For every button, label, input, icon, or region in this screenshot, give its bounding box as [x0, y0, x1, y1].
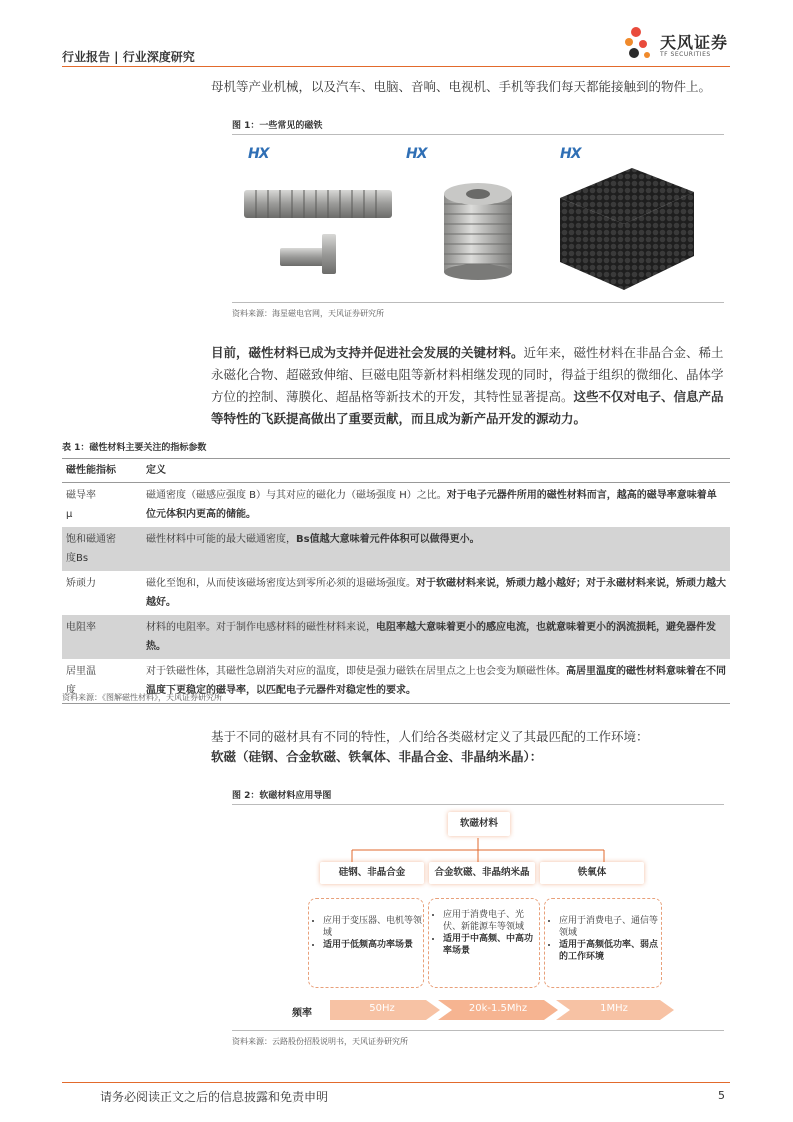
- table-row: [62, 615, 730, 659]
- param-name: 饱和磁通密 度Bs: [62, 527, 142, 571]
- brand-mark: HX: [248, 146, 269, 162]
- figure2-source: 资料来源：云路股份招股说明书，天风证券研究所: [232, 1037, 408, 1046]
- figure1-top-rule: [232, 134, 724, 135]
- table-row: [62, 527, 730, 571]
- table-row: [62, 483, 730, 528]
- definition-text: 磁化至饱和，从而使该磁场密度达到零所必须的退磁场强度。: [146, 578, 416, 589]
- detail-item-bold: • 适用于中高频、中高功率场景: [443, 933, 539, 957]
- detail-item: • 应用于消费电子、光伏、新能源车等领域: [443, 909, 539, 933]
- flow-branch-node: 合金软磁、非晶纳米晶: [429, 862, 535, 884]
- definition-emphasis: 电阻率越大意味着更小的感应电流，也就意味着更小的涡流损耗，避免器件发热。: [146, 622, 716, 652]
- footer-disclaimer: 请务必阅读正文之后的信息披露和免责申明: [100, 1090, 329, 1104]
- branch-detail-box: [428, 898, 540, 988]
- branch-detail-box: [544, 898, 662, 988]
- param-name: 电阻率: [62, 615, 142, 659]
- table1-caption: 表 1：磁性材料主要关注的指标参数: [62, 443, 207, 453]
- brand-mark: HX: [406, 146, 427, 162]
- magnets-illustration: [232, 138, 724, 300]
- param-definition: [142, 659, 730, 704]
- header-rule: [62, 66, 730, 67]
- freq-value: 50Hz: [369, 1003, 395, 1014]
- flow-branch-node: 硅钢、非晶合金: [320, 862, 424, 884]
- flow-root-node: 软磁材料: [448, 812, 510, 836]
- detail-item-bold: • 适用于高频低功率、弱点的工作环境: [559, 939, 661, 963]
- param-definition: [142, 527, 730, 571]
- freq-value: 1MHz: [600, 1003, 628, 1014]
- table-header-cell: 磁性能指标: [62, 459, 142, 483]
- flow-branch-node: 铁氧体: [540, 862, 644, 884]
- logo-text: 天风证券: [660, 33, 729, 52]
- definition-emphasis: Bs值越大意味着元件体积可以做得更小。: [296, 534, 480, 545]
- definition-text: 磁性材料中可能的最大磁通密度，: [146, 534, 296, 545]
- table-row: [62, 571, 730, 615]
- definition-emphasis: 对于电子元器件所用的磁性材料而言，越高的磁导率意味着单位元体积内更高的储能。: [146, 490, 717, 520]
- freq-value: 20k-1.5Mhz: [468, 1003, 528, 1014]
- param-name: 磁导率 μ: [66, 490, 96, 520]
- paragraph-bold-lead: 目前，磁性材料已成为支持并促进社会发展的关键材料。: [211, 345, 524, 360]
- after-table-line2: 软磁（硅钢、合金软磁、铁氧体、非晶合金、非晶纳米晶）：: [211, 749, 543, 764]
- footer-rule: [62, 1082, 730, 1083]
- logo-subtext: TF SECURITIES: [660, 51, 711, 58]
- definition-text: 磁通密度（磁感应强度 B）与其对应的磁化力（磁场强度 H）之比。: [146, 490, 447, 501]
- figure1-source: 资料来源：海星磁电官网，天风证券研究所: [232, 309, 384, 318]
- tf-logo-icon: [624, 26, 656, 62]
- figure1-caption: 图 1：一些常见的磁铁: [232, 121, 323, 131]
- detail-item-bold: • 适用于低频高功率场景: [323, 939, 423, 951]
- param-definition: [142, 615, 730, 659]
- brand-mark: HX: [560, 146, 581, 162]
- table1-source: 资料来源：《图解磁性材料》，天风证券研究所: [62, 693, 222, 702]
- after-table-line1: 基于不同的磁材具有不同的特性，人们给各类磁材定义了其最匹配的工作环境：: [211, 729, 649, 744]
- params-table: [62, 458, 730, 704]
- definition-emphasis: 对于软磁材料来说，矫顽力越小越好；对于永磁材料来说，矫顽力越大越好。: [146, 578, 726, 608]
- branch-detail-box: [308, 898, 424, 988]
- paragraph-bold-tail: 这些不仅对电子、信息产品等特性的飞跃提高做出了重要贡献，而且成为新产品开发的源动力。: [211, 389, 724, 426]
- definition-text: 对于铁磁性体，其磁性急剧消失对应的温度，即使是强力磁铁在居里点之上也会变为顺磁性体。: [146, 666, 566, 677]
- figure2-caption: 图 2：软磁材料应用导图: [232, 791, 332, 801]
- main-paragraph: [211, 342, 731, 430]
- definition-text: 材料的电阻率。对于制作电感材料的磁性材料来说，: [146, 622, 376, 633]
- definition-emphasis: 高居里温度的磁性材料意味着在不同温度下更稳定的磁导率，以匹配电子元器件对稳定性的要求。: [146, 666, 726, 696]
- figure1-image: [232, 138, 724, 300]
- figure2-bottom-rule: [232, 1030, 724, 1031]
- page-number: 5: [718, 1089, 725, 1102]
- frequency-label: 频率: [292, 1008, 312, 1019]
- paragraph-body: 近年来，磁性材料在非晶合金、稀土永磁化合物、超磁致伸缩、巨磁电阻等新材料相继发现的同时，得益于组织的微细化、晶体学方位的控制、薄膜化、超晶格等新技术的开发，其特性显著提高。: [211, 345, 724, 404]
- table-header-cell: 定义: [142, 459, 730, 483]
- figure1-bottom-rule: [232, 302, 724, 303]
- param-name: 矫顽力: [66, 578, 96, 589]
- table-header-row: [62, 459, 730, 483]
- param-definition: [142, 483, 730, 528]
- detail-item: • 应用于消费电子、通信等领域: [559, 915, 661, 939]
- report-header-label: 行业报告 | 行业深度研究: [62, 50, 195, 64]
- param-definition: [142, 571, 730, 615]
- detail-item: • 应用于变压器、电机等领域: [323, 915, 423, 939]
- figure2-top-rule: [232, 804, 724, 805]
- param-name: 居里温 度: [62, 659, 142, 704]
- intro-line: 母机等产业机械，以及汽车、电脑、音响、电视机、手机等我们每天都能接触到的物件上。: [211, 79, 712, 94]
